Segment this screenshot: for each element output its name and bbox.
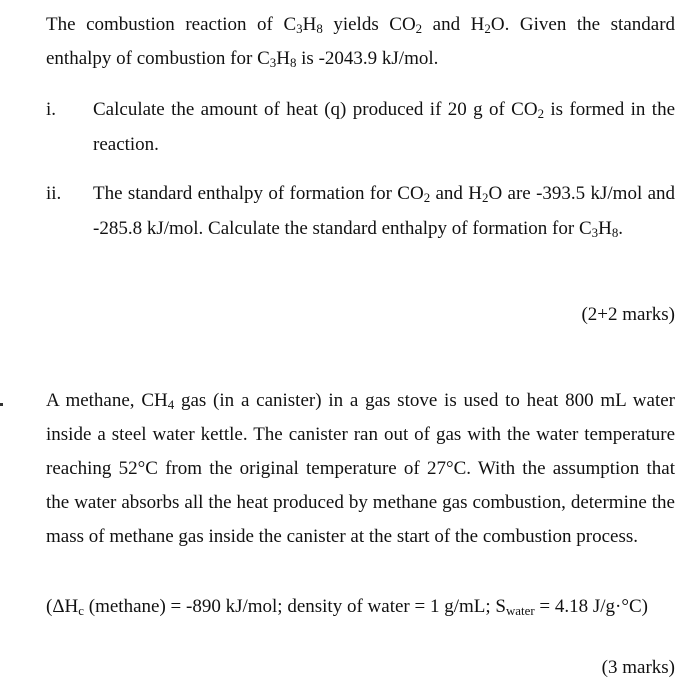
question-1-intro: The combustion reaction of $C_3H_8$ yields $CO_2$ and $H_2O$. Given the standard enthalpy of combustion for $C_3H_8$ is -2043.9 kJ/mol. (46, 14, 676, 71)
item-2-text: The standard enthalpy of formation for $CO_2$ and $H_2O$ are -393.5 kJ/mol and -285.8 kJ/mol. Calculate the standard enthalpy of formation for $C_3H_8$. (93, 183, 676, 241)
item-1-number: i. (46, 99, 57, 120)
question-2-constants: ($\Delta H_c$ (methane) = -890 kJ/mol; density of water = 1 g/mL; $S_{water} = 4.18$ J/g·°C) (46, 596, 648, 619)
item-2-number: ii. (46, 183, 62, 204)
item-1-text: Calculate the amount of heat (q) produced if 20 g of $CO_2$ is formed in the reaction. (93, 99, 676, 155)
margin-dot (0, 403, 3, 406)
question-1-marks: (2+2 marks) (581, 304, 675, 325)
question-2-marks: (3 marks) (601, 657, 675, 678)
question-2-body: A methane, $CH_4$ gas (in a canister) in a gas stove is used to heat 800 mL water inside a steel water kettle. The canister ran out of gas with the water temperature reaching 52°C from the original temperature of 27°C. With the assumption that the water absorbs all the heat produced by methane gas combustion, determine the mass of methane gas inside the canister at the start of the combustion process. (46, 390, 675, 547)
